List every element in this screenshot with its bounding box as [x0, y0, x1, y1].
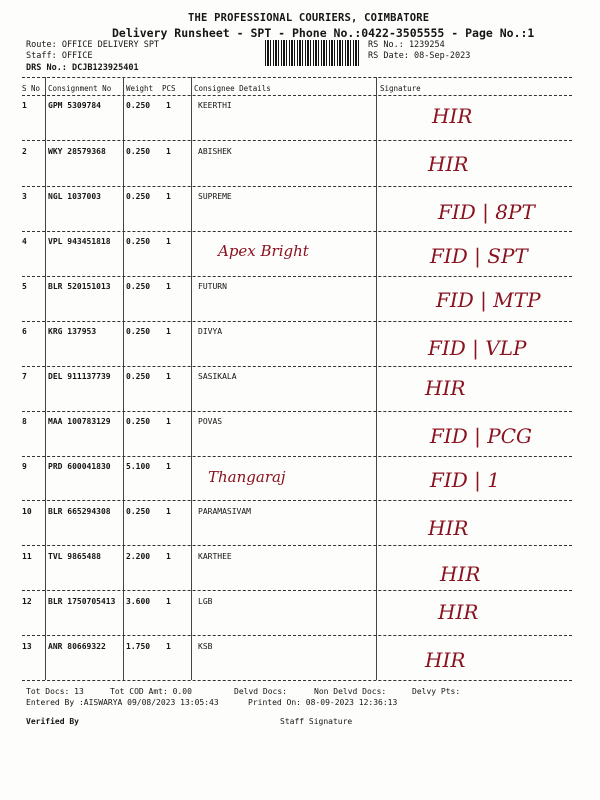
row-consignee: POVAS: [198, 417, 223, 426]
row-consignment-no: BLR 520151013: [48, 282, 111, 291]
col-pcs-header: PCS: [162, 84, 176, 93]
row-weight: 3.600: [126, 597, 151, 606]
row-pcs: 1: [166, 282, 171, 291]
row-pcs: 1: [166, 417, 171, 426]
company-title: THE PROFESSIONAL COURIERS, COIMBATORE: [188, 12, 430, 24]
row-pcs: 1: [166, 101, 171, 110]
row-rule: [22, 456, 572, 457]
row-consignee: SUPREME: [198, 192, 232, 201]
rs-number: RS No.: 1239254: [368, 40, 445, 50]
row-consignment-no: ANR 80669322: [48, 642, 106, 651]
row-sno: 3: [22, 192, 27, 201]
row-pcs: 1: [166, 192, 171, 201]
col-weight-header: Weight: [126, 84, 154, 93]
row-rule: [22, 635, 572, 636]
col-consignee-header: Consignee Details: [194, 84, 271, 93]
row-consignment-no: WKY 28579368: [48, 147, 106, 156]
row-pcs: 1: [166, 552, 171, 561]
row-signature: HIR: [428, 516, 469, 540]
row-signature: FID | 1: [430, 468, 500, 492]
row-sno: 6: [22, 327, 27, 336]
row-weight: 0.250: [126, 327, 151, 336]
row-pcs: 1: [166, 372, 171, 381]
entered-by: Entered By :AISWARYA 09/08/2023 13:05:43: [26, 698, 219, 707]
printed-on: Printed On: 08-09-2023 12:36:13: [248, 698, 398, 707]
route-label: Route: OFFICE DELIVERY SPT: [26, 40, 160, 50]
row-signature: FID | MTP: [436, 288, 541, 312]
row-weight: 0.250: [126, 372, 151, 381]
row-signature: FID | VLP: [428, 336, 527, 360]
row-rule: [22, 411, 572, 412]
row-sno: 9: [22, 462, 27, 471]
row-weight: 0.250: [126, 147, 151, 156]
row-sno: 11: [22, 552, 32, 561]
verified-by: Verified By: [26, 717, 79, 726]
total-cod-amount: Tot COD Amt: 0.00: [110, 687, 192, 696]
row-sno: 7: [22, 372, 27, 381]
row-signature: HIR: [432, 104, 473, 128]
handwritten-consignee: Thangaraj: [208, 468, 286, 486]
rs-date: RS Date: 08-Sep-2023: [368, 51, 471, 61]
row-consignment-no: DEL 911137739: [48, 372, 111, 381]
row-consignment-no: NGL 1037003: [48, 192, 101, 201]
row-signature: HIR: [428, 152, 469, 176]
staff-label: Staff: OFFICE: [26, 51, 93, 61]
col-consignment-header: Consignment No: [48, 84, 112, 93]
row-signature: HIR: [425, 376, 466, 400]
row-sno: 1: [22, 101, 27, 110]
row-consignee: SASIKALA: [198, 372, 237, 381]
table-top-rule: [22, 77, 572, 78]
row-signature: HIR: [438, 600, 479, 624]
handwritten-consignee: Apex Bright: [218, 242, 309, 260]
row-pcs: 1: [166, 327, 171, 336]
drs-number: DRS No.: DCJB123925401: [26, 63, 139, 73]
row-pcs: 1: [166, 597, 171, 606]
col-signature-header: Signature: [380, 84, 421, 93]
row-consignee: DIVYA: [198, 327, 223, 336]
row-pcs: 1: [166, 507, 171, 516]
row-weight: 0.250: [126, 507, 151, 516]
row-sno: 8: [22, 417, 27, 426]
row-weight: 0.250: [126, 192, 151, 201]
runsheet-subtitle: Delivery Runsheet - SPT - Phone No.:0422-3505555 - Page No.:1: [112, 26, 535, 40]
row-signature: FID | 8PT: [438, 200, 535, 224]
col-sno-header: S No: [22, 84, 41, 93]
row-consignee: ABISHEK: [198, 147, 232, 156]
row-consignee: KSB: [198, 642, 213, 651]
row-weight: 2.200: [126, 552, 151, 561]
row-consignee: KEERTHI: [198, 101, 232, 110]
row-rule: [22, 186, 572, 187]
table-header-rule: [22, 95, 572, 96]
row-rule: [22, 140, 572, 141]
barcode: [265, 40, 360, 66]
row-rule: [22, 276, 572, 277]
row-weight: 1.750: [126, 642, 151, 651]
row-consignee: LGB: [198, 597, 213, 606]
row-weight: 0.250: [126, 282, 151, 291]
row-signature: FID | SPT: [430, 244, 528, 268]
row-rule: [22, 590, 572, 591]
row-sno: 4: [22, 237, 27, 246]
table-bottom-rule: [22, 680, 572, 681]
row-pcs: 1: [166, 237, 171, 246]
row-signature: HIR: [440, 562, 481, 586]
row-sno: 12: [22, 597, 32, 606]
row-weight: 0.250: [126, 417, 151, 426]
delivered-docs: Delvd Docs:: [234, 687, 287, 696]
row-consignment-no: TVL 9865488: [48, 552, 101, 561]
row-consignment-no: MAA 100783129: [48, 417, 111, 426]
row-sno: 5: [22, 282, 27, 291]
row-consignee: PARAMASIVAM: [198, 507, 251, 516]
row-weight: 5.100: [126, 462, 151, 471]
row-weight: 0.250: [126, 237, 151, 246]
row-consignment-no: PRD 600041830: [48, 462, 111, 471]
row-sno: 2: [22, 147, 27, 156]
total-docs: Tot Docs: 13: [26, 687, 84, 696]
row-consignee: KARTHEE: [198, 552, 232, 561]
row-pcs: 1: [166, 462, 171, 471]
row-consignment-no: GPM 5309784: [48, 101, 101, 110]
row-consignment-no: BLR 1750705413: [48, 597, 116, 606]
row-pcs: 1: [166, 147, 171, 156]
row-rule: [22, 231, 572, 232]
staff-signature: Staff Signature: [280, 717, 353, 726]
row-consignment-no: BLR 665294308: [48, 507, 111, 516]
row-consignee: FUTURN: [198, 282, 227, 291]
row-signature: HIR: [425, 648, 466, 672]
row-signature: FID | PCG: [430, 424, 533, 448]
row-weight: 0.250: [126, 101, 151, 110]
delivery-points: Delvy Pts:: [412, 687, 461, 696]
row-rule: [22, 545, 572, 546]
row-sno: 13: [22, 642, 32, 651]
row-sno: 10: [22, 507, 32, 516]
non-delivered-docs: Non Delvd Docs:: [314, 687, 387, 696]
row-rule: [22, 366, 572, 367]
row-pcs: 1: [166, 642, 171, 651]
row-consignment-no: VPL 943451818: [48, 237, 111, 246]
row-rule: [22, 321, 572, 322]
row-rule: [22, 500, 572, 501]
row-consignment-no: KRG 137953: [48, 327, 97, 336]
